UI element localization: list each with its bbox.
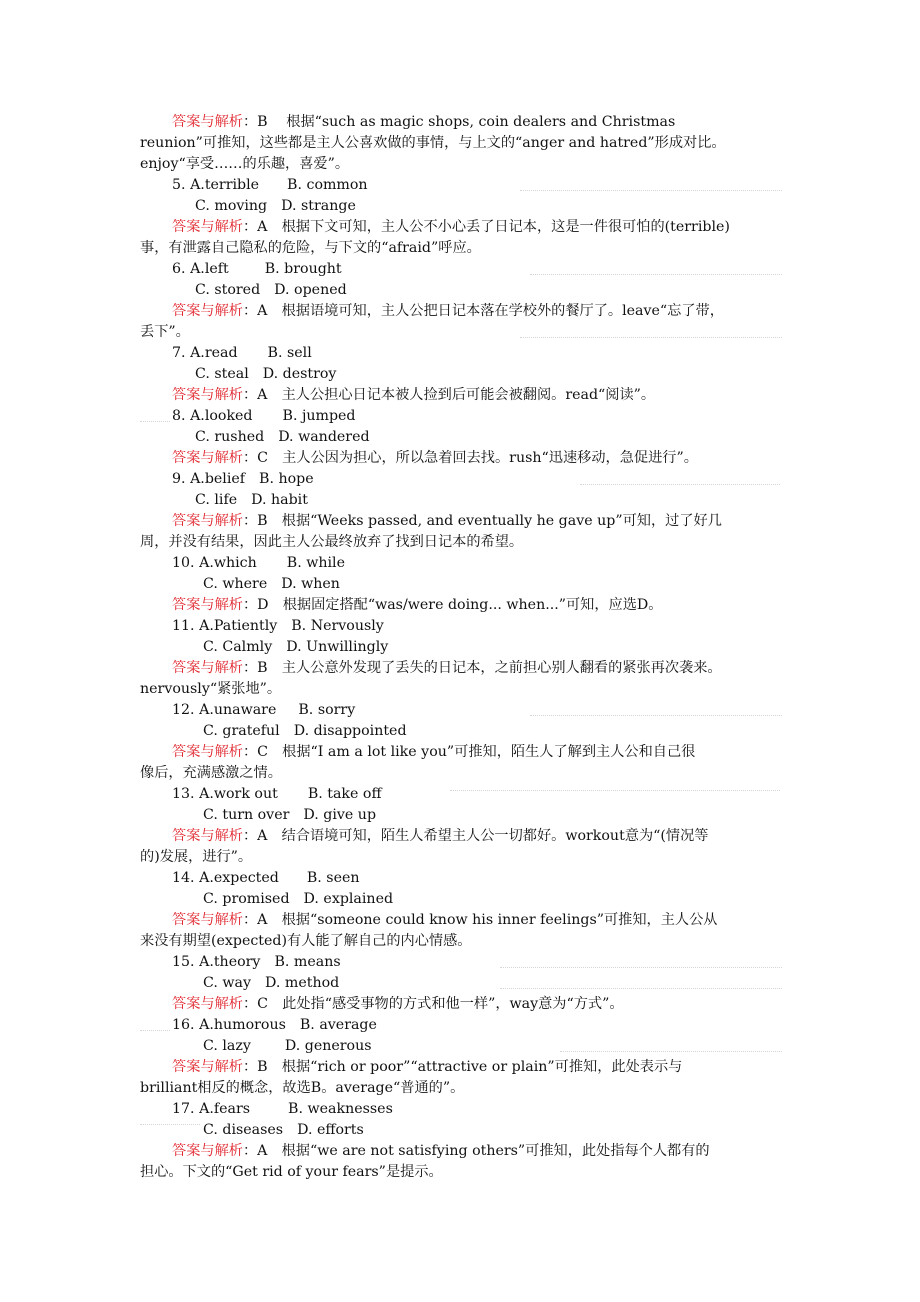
option-text: D. opened	[274, 282, 347, 298]
option-text: A.looked	[190, 408, 253, 424]
explanation-line	[0, 1162, 920, 1183]
option-text: C. lazy	[203, 1038, 251, 1054]
dotted-rule	[450, 790, 780, 791]
option-text: A.fears	[199, 1101, 251, 1117]
question-options-line	[0, 280, 920, 301]
answer-label: 答案与解析	[172, 597, 243, 613]
explanation-line	[0, 931, 920, 952]
dotted-rule	[520, 337, 782, 338]
option-text: D. give up	[303, 807, 377, 823]
explanation-line	[0, 1078, 920, 1099]
explanation-text: nervously“紧张地”。	[140, 681, 282, 697]
explanation-line	[0, 742, 920, 763]
explanation-text: ：A 结合语境可知，陌生人希望主人公一切都好。workout意为“(情况等	[242, 828, 709, 844]
explanation-text: ：B 主人公意外发现了丢失的日记本，之前担心别人翻看的紧张再次袭来。	[242, 660, 722, 676]
question-number: 12.	[172, 702, 195, 718]
explanation-text: ：A 根据语境可知，主人公把日记本落在学校外的餐厅了。leave“忘了带，	[242, 303, 724, 319]
question-options-line	[0, 616, 920, 637]
dotted-rule	[560, 1051, 782, 1052]
question-options-line	[0, 805, 920, 826]
explanation-line	[0, 301, 920, 322]
question-number: 13.	[172, 786, 195, 802]
dotted-rule	[580, 484, 780, 485]
option-text: D. method	[265, 975, 340, 991]
question-options-line	[0, 637, 920, 658]
answer-label: 答案与解析	[172, 513, 243, 529]
option-text: B. Nervously	[291, 618, 384, 634]
explanation-text: ：A 主人公担心日记本被人捡到后可能会被翻阅。read“阅读”。	[242, 387, 656, 403]
explanation-text: 周，并没有结果，因此主人公最终放弃了找到日记本的希望。	[140, 534, 524, 550]
option-text: C. way	[203, 975, 251, 991]
option-text: A.humorous	[199, 1017, 286, 1033]
question-options-line	[0, 574, 920, 595]
option-text: B. sorry	[298, 702, 356, 718]
option-text: B. while	[286, 555, 345, 571]
option-text: C. life	[195, 492, 238, 508]
explanation-text: ：C 主人公因为担心，所以急着回去找。rush“迅速移动，急促进行”。	[242, 450, 698, 466]
option-text: C. diseases	[203, 1122, 284, 1138]
explanation-line	[0, 322, 920, 343]
option-text: A.which	[199, 555, 257, 571]
option-text: B. sell	[267, 345, 312, 361]
dotted-rule	[140, 421, 170, 422]
option-text: D. wandered	[278, 429, 370, 445]
question-options-line	[0, 700, 920, 721]
explanation-text: 事，有泄露自己隐私的危险，与下文的“afraid”呼应。	[140, 240, 481, 256]
option-text: C. steal	[195, 366, 249, 382]
question-options-line	[0, 196, 920, 217]
explanation-line	[0, 112, 920, 133]
explanation-text: ：B 根据“rich or poor”“attractive or plain”可推知，此处表示与	[242, 1059, 683, 1075]
dotted-rule	[520, 190, 782, 191]
question-number: 15.	[172, 954, 195, 970]
explanation-line	[0, 679, 920, 700]
question-options-line	[0, 259, 920, 280]
question-options-line	[0, 1120, 920, 1141]
explanation-text: brilliant相反的概念，故选B。average“普通的”。	[140, 1080, 465, 1096]
question-number: 16.	[172, 1017, 195, 1033]
question-options-line	[0, 427, 920, 448]
explanation-line	[0, 385, 920, 406]
explanation-text: ：C 根据“I am a lot like you”可推知，陌生人了解到主人公和自己很	[242, 744, 696, 760]
option-text: B. common	[287, 177, 368, 193]
answer-label: 答案与解析	[172, 1143, 243, 1159]
question-options-line	[0, 1099, 920, 1120]
dotted-rule	[140, 1124, 200, 1125]
option-text: D. generous	[284, 1038, 372, 1054]
option-text: D. Unwillingly	[286, 639, 389, 655]
option-text: B. hope	[259, 471, 314, 487]
option-text: C. where	[203, 576, 268, 592]
dotted-rule	[140, 1030, 170, 1031]
explanation-text: ：B 根据“such as magic shops, coin dealers and Christmas	[242, 114, 676, 130]
answer-label: 答案与解析	[172, 660, 243, 676]
option-text: C. promised	[203, 891, 290, 907]
option-text: A.terrible	[190, 177, 260, 193]
question-options-line	[0, 784, 920, 805]
answer-label: 答案与解析	[172, 303, 243, 319]
answer-label: 答案与解析	[172, 219, 243, 235]
answer-label: 答案与解析	[172, 387, 243, 403]
option-text: A.expected	[199, 870, 279, 886]
question-options-line	[0, 490, 920, 511]
explanation-text: ：B 根据“Weeks passed, and eventually he gave up”可知，过了好几	[242, 513, 722, 529]
answer-label: 答案与解析	[172, 1059, 243, 1075]
answer-label: 答案与解析	[172, 114, 243, 130]
option-text: A.theory	[199, 954, 261, 970]
explanation-line	[0, 448, 920, 469]
explanation-text: reunion”可推知，这些都是主人公喜欢做的事情，与上文的“anger and hatred”形成对比。	[140, 135, 726, 151]
explanation-text: 像后，充满感激之情。	[140, 765, 282, 781]
dotted-rule	[530, 715, 782, 716]
question-options-line	[0, 469, 920, 490]
question-number: 5.	[172, 177, 186, 193]
explanation-line	[0, 238, 920, 259]
explanation-text: ：A 根据“someone could know his inner feelings”可推知，主人公从	[242, 912, 718, 928]
question-number: 17.	[172, 1101, 195, 1117]
option-text: B. jumped	[282, 408, 356, 424]
option-text: C. Calmly	[203, 639, 273, 655]
explanation-text: ：D 根据固定搭配“was/were doing... when...”可知，应选D。	[242, 597, 663, 613]
question-options-line	[0, 721, 920, 742]
option-text: C. grateful	[203, 723, 280, 739]
option-text: D. explained	[303, 891, 394, 907]
question-options-line	[0, 364, 920, 385]
explanation-text: 的)发展，进行”。	[140, 849, 253, 865]
explanation-line	[0, 1141, 920, 1162]
answer-label: 答案与解析	[172, 996, 243, 1012]
answer-label: 答案与解析	[172, 912, 243, 928]
explanation-line	[0, 154, 920, 175]
option-text: B. average	[299, 1017, 377, 1033]
explanation-text: ：A 根据下文可知，主人公不小心丢了日记本，这是一件很可怕的(terrible)	[242, 219, 730, 235]
dotted-rule	[530, 274, 782, 275]
option-text: B. brought	[264, 261, 342, 277]
explanation-line	[0, 217, 920, 238]
question-number: 9.	[172, 471, 186, 487]
explanation-text: 来没有期望(expected)有人能了解自己的内心情感。	[140, 933, 472, 949]
question-number: 11.	[172, 618, 195, 634]
option-text: B. weaknesses	[288, 1101, 393, 1117]
explanation-text: 丢下”。	[140, 324, 190, 340]
option-text: A.read	[190, 345, 238, 361]
question-options-line	[0, 406, 920, 427]
answer-label: 答案与解析	[172, 744, 243, 760]
question-number: 14.	[172, 870, 195, 886]
explanation-text: ：A 根据“we are not satisfying others”可推知，此处指每个人都有的	[242, 1143, 710, 1159]
explanation-line	[0, 658, 920, 679]
option-text: B. means	[274, 954, 341, 970]
question-number: 6.	[172, 261, 186, 277]
question-number: 10.	[172, 555, 195, 571]
option-text: C. turn over	[203, 807, 290, 823]
answer-label: 答案与解析	[172, 450, 243, 466]
option-text: A.Patiently	[199, 618, 278, 634]
question-options-line	[0, 1036, 920, 1057]
option-text: C. rushed	[195, 429, 265, 445]
explanation-line	[0, 511, 920, 532]
explanation-line	[0, 826, 920, 847]
question-options-line	[0, 868, 920, 889]
option-text: A.belief	[190, 471, 246, 487]
option-text: C. moving	[195, 198, 268, 214]
explanation-line	[0, 1057, 920, 1078]
explanation-text: enjoy“享受……的乐趣，喜爱”。	[140, 156, 350, 172]
option-text: C. stored	[195, 282, 261, 298]
option-text: D. habit	[251, 492, 308, 508]
explanation-line	[0, 763, 920, 784]
option-text: A.work out	[199, 786, 278, 802]
question-number: 8.	[172, 408, 186, 424]
question-options-line	[0, 973, 920, 994]
question-options-line	[0, 343, 920, 364]
answer-label: 答案与解析	[172, 828, 243, 844]
dotted-rule	[500, 988, 782, 989]
option-text: A.left	[190, 261, 229, 277]
option-text: D. strange	[281, 198, 356, 214]
dotted-rule	[500, 967, 782, 968]
explanation-line	[0, 595, 920, 616]
explanation-line	[0, 910, 920, 931]
question-options-line	[0, 952, 920, 973]
option-text: B. seen	[306, 870, 360, 886]
document-page	[0, 112, 920, 1183]
option-text: D. destroy	[262, 366, 337, 382]
option-text: A.unaware	[199, 702, 277, 718]
option-text: D. efforts	[297, 1122, 364, 1138]
option-text: D. when	[281, 576, 340, 592]
question-number: 7.	[172, 345, 186, 361]
question-options-line	[0, 553, 920, 574]
option-text: D. disappointed	[293, 723, 407, 739]
explanation-line	[0, 532, 920, 553]
explanation-line	[0, 133, 920, 154]
question-options-line	[0, 175, 920, 196]
explanation-text: ：C 此处指“感受事物的方式和他一样”，way意为“方式”。	[242, 996, 624, 1012]
explanation-line	[0, 994, 920, 1015]
question-options-line	[0, 1015, 920, 1036]
explanation-line	[0, 847, 920, 868]
option-text: B. take off	[307, 786, 382, 802]
explanation-text: 担心。下文的“Get rid of your fears”是提示。	[140, 1164, 443, 1180]
question-options-line	[0, 889, 920, 910]
